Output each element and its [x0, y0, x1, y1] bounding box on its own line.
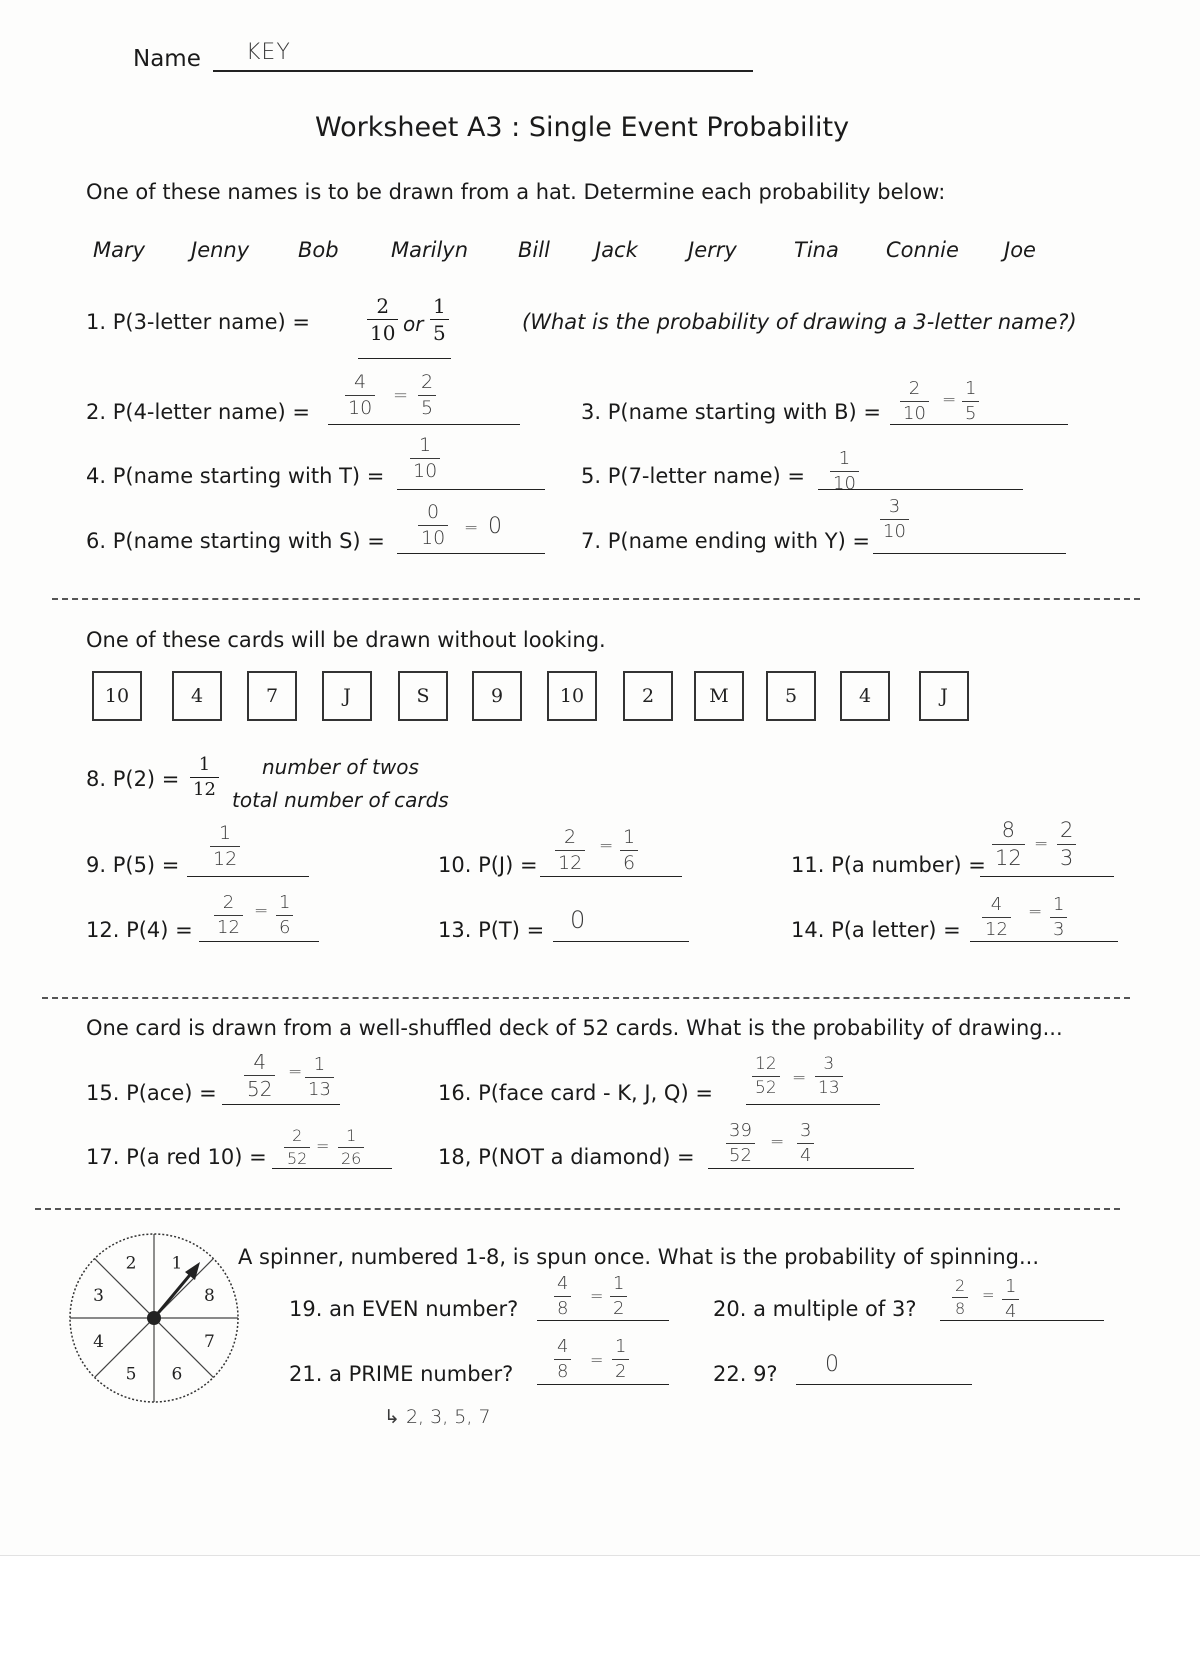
q4-answer-line [397, 489, 545, 490]
card: 7 [247, 671, 297, 721]
page-title: Worksheet A3 : Single Event Probability [315, 112, 850, 143]
q21-num2: 1 [615, 1336, 627, 1357]
q16-den2: 13 [818, 1078, 840, 1098]
q7-den1: 10 [883, 521, 906, 542]
q11-eq: = [1034, 834, 1049, 854]
q5-answer-line [818, 489, 1023, 490]
q2-eq: = [393, 385, 409, 406]
q1-den2: 5 [433, 321, 446, 345]
q11-num2: 2 [1060, 818, 1074, 842]
section-divider [42, 997, 1130, 999]
q8-label: 8. P(2) = [86, 767, 180, 791]
q17-den2: 26 [341, 1149, 362, 1168]
q19-num1: 4 [557, 1273, 569, 1294]
spinner-number: 7 [204, 1331, 215, 1352]
q12-fraction-b [276, 894, 293, 937]
q15-den2: 13 [308, 1079, 331, 1100]
q2-label: 2. P(4-letter name) = [86, 400, 310, 424]
q7-fraction [880, 498, 909, 541]
q21-answer-line [537, 1384, 669, 1385]
q10-den2: 6 [623, 852, 636, 874]
q16-fraction-a [752, 1056, 780, 1097]
q2-den2: 5 [421, 397, 434, 419]
q11-num1: 8 [1001, 818, 1016, 842]
q3-answer-line [890, 424, 1068, 425]
q20-fraction-b [1002, 1278, 1019, 1321]
section-divider [35, 1208, 1120, 1210]
q13-label: 13. P(T) = [438, 918, 545, 942]
q12-num1: 2 [222, 892, 235, 913]
spinner [64, 1228, 244, 1408]
q1-fraction-b [430, 296, 449, 343]
q17-fraction-b [338, 1128, 364, 1167]
q20-eq: = [982, 1286, 995, 1304]
q3-num2: 1 [965, 378, 977, 399]
q11-den2: 3 [1060, 846, 1074, 870]
q7-label: 7. P(name ending with Y) = [581, 529, 871, 553]
q1-hint: (What is the probability of drawing a 3-letter name?) [522, 310, 1077, 334]
card: 2 [623, 671, 673, 721]
q9-num1: 1 [219, 822, 232, 844]
q21-fraction-a [554, 1338, 571, 1381]
spinner-number: 8 [204, 1286, 215, 1307]
card: 10 [92, 671, 142, 721]
q10-num2: 1 [623, 826, 636, 848]
q3-eq: = [942, 390, 957, 410]
q2-den1: 10 [348, 397, 373, 419]
q3-den1: 10 [903, 403, 926, 424]
q13-answer: 0 [570, 906, 586, 934]
q12-num2: 1 [279, 892, 291, 913]
q15-fraction-b [305, 1056, 334, 1099]
section3-intro: One card is drawn from a well-shuffled deck of 52 cards. What is the probability of drawing... [86, 1016, 1063, 1040]
q12-den2: 6 [279, 917, 291, 938]
section4-intro: A spinner, numbered 1-8, is spun once. What is the probability of spinning... [238, 1245, 1040, 1269]
q21-fraction-b [612, 1338, 629, 1381]
q6-eq: = [464, 518, 479, 538]
q11-answer-line [980, 876, 1114, 877]
q14-label: 14. P(a letter) = [791, 918, 961, 942]
card: 10 [547, 671, 597, 721]
q22-answer: 0 [825, 1352, 839, 1377]
card: S [398, 671, 448, 721]
q21-den2: 2 [615, 1361, 627, 1382]
q5-den1: 10 [833, 473, 856, 494]
q22-answer-line [796, 1384, 972, 1385]
name-item: Mary [93, 238, 146, 262]
q14-answer-line [970, 941, 1118, 942]
q20-fraction-a [952, 1278, 968, 1317]
q1-num1: 2 [376, 294, 390, 318]
q17-answer-line [272, 1168, 392, 1169]
q3-num1: 2 [908, 378, 921, 399]
spinner-number: 3 [93, 1286, 104, 1307]
card: 5 [766, 671, 816, 721]
q15-eq: = [288, 1062, 303, 1082]
q16-num2: 3 [823, 1054, 835, 1074]
q18-fraction-a [726, 1122, 755, 1165]
q14-den2: 3 [1053, 919, 1065, 940]
q10-fraction-b [620, 828, 638, 873]
q17-num2: 1 [346, 1126, 357, 1145]
q18-num1: 39 [729, 1120, 752, 1141]
card: J [919, 671, 969, 721]
q15-num1: 4 [253, 1050, 267, 1074]
card: M [694, 671, 744, 721]
q16-eq: = [792, 1068, 807, 1088]
q14-den1: 12 [985, 919, 1008, 940]
q20-num1: 2 [955, 1276, 966, 1295]
q19-den2: 2 [613, 1298, 625, 1319]
q6-den1: 10 [421, 527, 446, 549]
spinner-number: 1 [171, 1253, 183, 1274]
q19-eq: = [590, 1286, 604, 1305]
q10-den1: 12 [558, 852, 583, 874]
q5-fraction [830, 450, 859, 493]
q14-num2: 1 [1053, 894, 1065, 915]
q14-fraction-b [1050, 896, 1067, 939]
name-item: Jerry [688, 238, 737, 262]
q15-fraction-a [244, 1052, 275, 1099]
section2-intro: One of these cards will be drawn without looking. [86, 628, 606, 652]
q2-fraction-b [418, 373, 436, 418]
q6-label: 6. P(name starting with S) = [86, 529, 385, 553]
q4-fraction [410, 436, 440, 481]
q17-num1: 2 [292, 1126, 303, 1145]
q18-label: 18, P(NOT a diamond) = [438, 1145, 695, 1169]
q13-answer-line [553, 941, 689, 942]
q15-num2: 1 [313, 1054, 326, 1075]
name-item: Marilyn [391, 238, 469, 262]
q10-num1: 2 [564, 826, 577, 848]
q20-den1: 8 [955, 1299, 966, 1318]
section1-intro: One of these names is to be drawn from a hat. Determine each probability below: [86, 180, 946, 204]
card: J [322, 671, 372, 721]
q18-den2: 4 [800, 1145, 812, 1166]
q1-den1: 10 [370, 321, 396, 345]
name-item: Connie [886, 238, 959, 262]
q12-den1: 12 [217, 917, 240, 938]
q17-fraction-a [284, 1128, 310, 1167]
q21-num1: 4 [557, 1336, 569, 1357]
q16-fraction-b [815, 1056, 843, 1097]
q8-den: 12 [193, 779, 216, 800]
q18-eq: = [770, 1132, 785, 1152]
q17-eq: = [316, 1136, 330, 1155]
q2-num2: 2 [421, 371, 434, 393]
q12-answer-line [199, 941, 319, 942]
q1-answer-line [358, 358, 451, 359]
q11-fraction-b [1057, 820, 1076, 869]
q6-num1: 0 [427, 501, 440, 523]
q18-num2: 3 [800, 1120, 812, 1141]
q20-label: 20. a multiple of 3? [713, 1297, 917, 1321]
q19-num2: 1 [613, 1273, 625, 1294]
q16-answer-line [746, 1104, 880, 1105]
q19-fraction-a [554, 1275, 571, 1318]
q5-label: 5. P(7-letter name) = [581, 464, 805, 488]
q20-answer-line [940, 1320, 1104, 1321]
name-answer: KEY [246, 40, 291, 65]
name-line [213, 70, 753, 72]
q7-num1: 3 [888, 496, 901, 517]
q11-fraction-a [992, 820, 1025, 869]
q12-label: 12. P(4) = [86, 918, 193, 942]
q8-num-note: number of twos [262, 755, 419, 779]
name-item: Jack [595, 238, 638, 262]
q8-fraction [190, 756, 219, 799]
q6-answer-line [397, 553, 545, 554]
card: 4 [840, 671, 890, 721]
q14-eq: = [1028, 902, 1043, 922]
q15-answer-line [222, 1104, 340, 1105]
q19-label: 19. an EVEN number? [289, 1297, 519, 1321]
q22-label: 22. 9? [713, 1362, 778, 1386]
q9-label: 9. P(5) = [86, 853, 180, 877]
q4-label: 4. P(name starting with T) = [86, 464, 385, 488]
q14-fraction-a [982, 896, 1011, 939]
q2-num1: 4 [354, 371, 367, 393]
q17-den1: 52 [287, 1149, 308, 1168]
spinner-number: 4 [93, 1331, 104, 1352]
section-divider [52, 598, 1140, 600]
spinner-number: 5 [125, 1364, 137, 1385]
q16-label: 16. P(face card - K, J, Q) = [438, 1081, 713, 1105]
q3-fraction-b [962, 380, 979, 423]
q20-num2: 1 [1005, 1276, 1017, 1297]
q2-answer-line [328, 424, 520, 425]
q9-den1: 12 [213, 848, 238, 870]
card: 4 [172, 671, 222, 721]
q3-den2: 5 [965, 403, 977, 424]
q4-den1: 10 [413, 460, 438, 482]
q12-fraction-a [214, 894, 243, 937]
q3-fraction-a [900, 380, 929, 423]
q1-label: 1. P(3-letter name) = [86, 310, 310, 334]
spinner-graphic [64, 1228, 244, 1408]
q1-or: or [403, 312, 424, 336]
q16-num1: 12 [755, 1054, 777, 1074]
q8-den-note: total number of cards [232, 788, 449, 812]
q2-fraction-a [345, 373, 375, 418]
q18-den1: 52 [729, 1145, 752, 1166]
q1-fraction-a [367, 296, 398, 343]
q18-answer-line [708, 1168, 914, 1169]
q15-den1: 52 [247, 1077, 273, 1101]
q6-simplified: 0 [488, 514, 502, 539]
q12-eq: = [254, 901, 269, 921]
name-item: Jenny [191, 238, 250, 262]
q9-answer-line [187, 876, 309, 877]
q6-fraction [418, 503, 448, 548]
q1-num2: 1 [433, 294, 446, 318]
q20-den2: 4 [1005, 1301, 1017, 1322]
q10-eq: = [599, 836, 614, 856]
q10-answer-line [540, 876, 682, 877]
q7-answer-line [873, 553, 1066, 554]
name-item: Joe [1004, 238, 1036, 262]
scan-margin [0, 1555, 1200, 1654]
spinner-number: 6 [171, 1364, 183, 1385]
q21-label: 21. a PRIME number? [289, 1362, 514, 1386]
q10-fraction-a [555, 828, 585, 873]
q4-num1: 1 [419, 434, 432, 456]
q21-note: ↳ 2, 3, 5, 7 [384, 1406, 491, 1428]
name-label: Name [133, 46, 201, 72]
q21-eq: = [590, 1350, 604, 1369]
q18-fraction-b [797, 1122, 814, 1165]
q11-den1: 12 [995, 846, 1022, 870]
q17-label: 17. P(a red 10) = [86, 1145, 267, 1169]
q3-label: 3. P(name starting with B) = [581, 400, 881, 424]
q19-answer-line [537, 1320, 669, 1321]
q9-fraction [210, 824, 240, 869]
q19-den1: 8 [557, 1298, 569, 1319]
q5-num1: 1 [838, 448, 851, 469]
spinner-number: 2 [125, 1253, 137, 1274]
card: 9 [472, 671, 522, 721]
q14-num1: 4 [990, 894, 1003, 915]
name-item: Bill [518, 238, 550, 262]
name-item: Tina [794, 238, 839, 262]
q8-num: 1 [198, 754, 211, 775]
q10-label: 10. P(J) = [438, 853, 538, 877]
q21-den1: 8 [557, 1361, 569, 1382]
q19-fraction-b [610, 1275, 627, 1318]
q16-den1: 52 [755, 1078, 777, 1098]
name-item: Bob [298, 238, 339, 262]
q15-label: 15. P(ace) = [86, 1081, 217, 1105]
q11-label: 11. P(a number) = [791, 853, 986, 877]
